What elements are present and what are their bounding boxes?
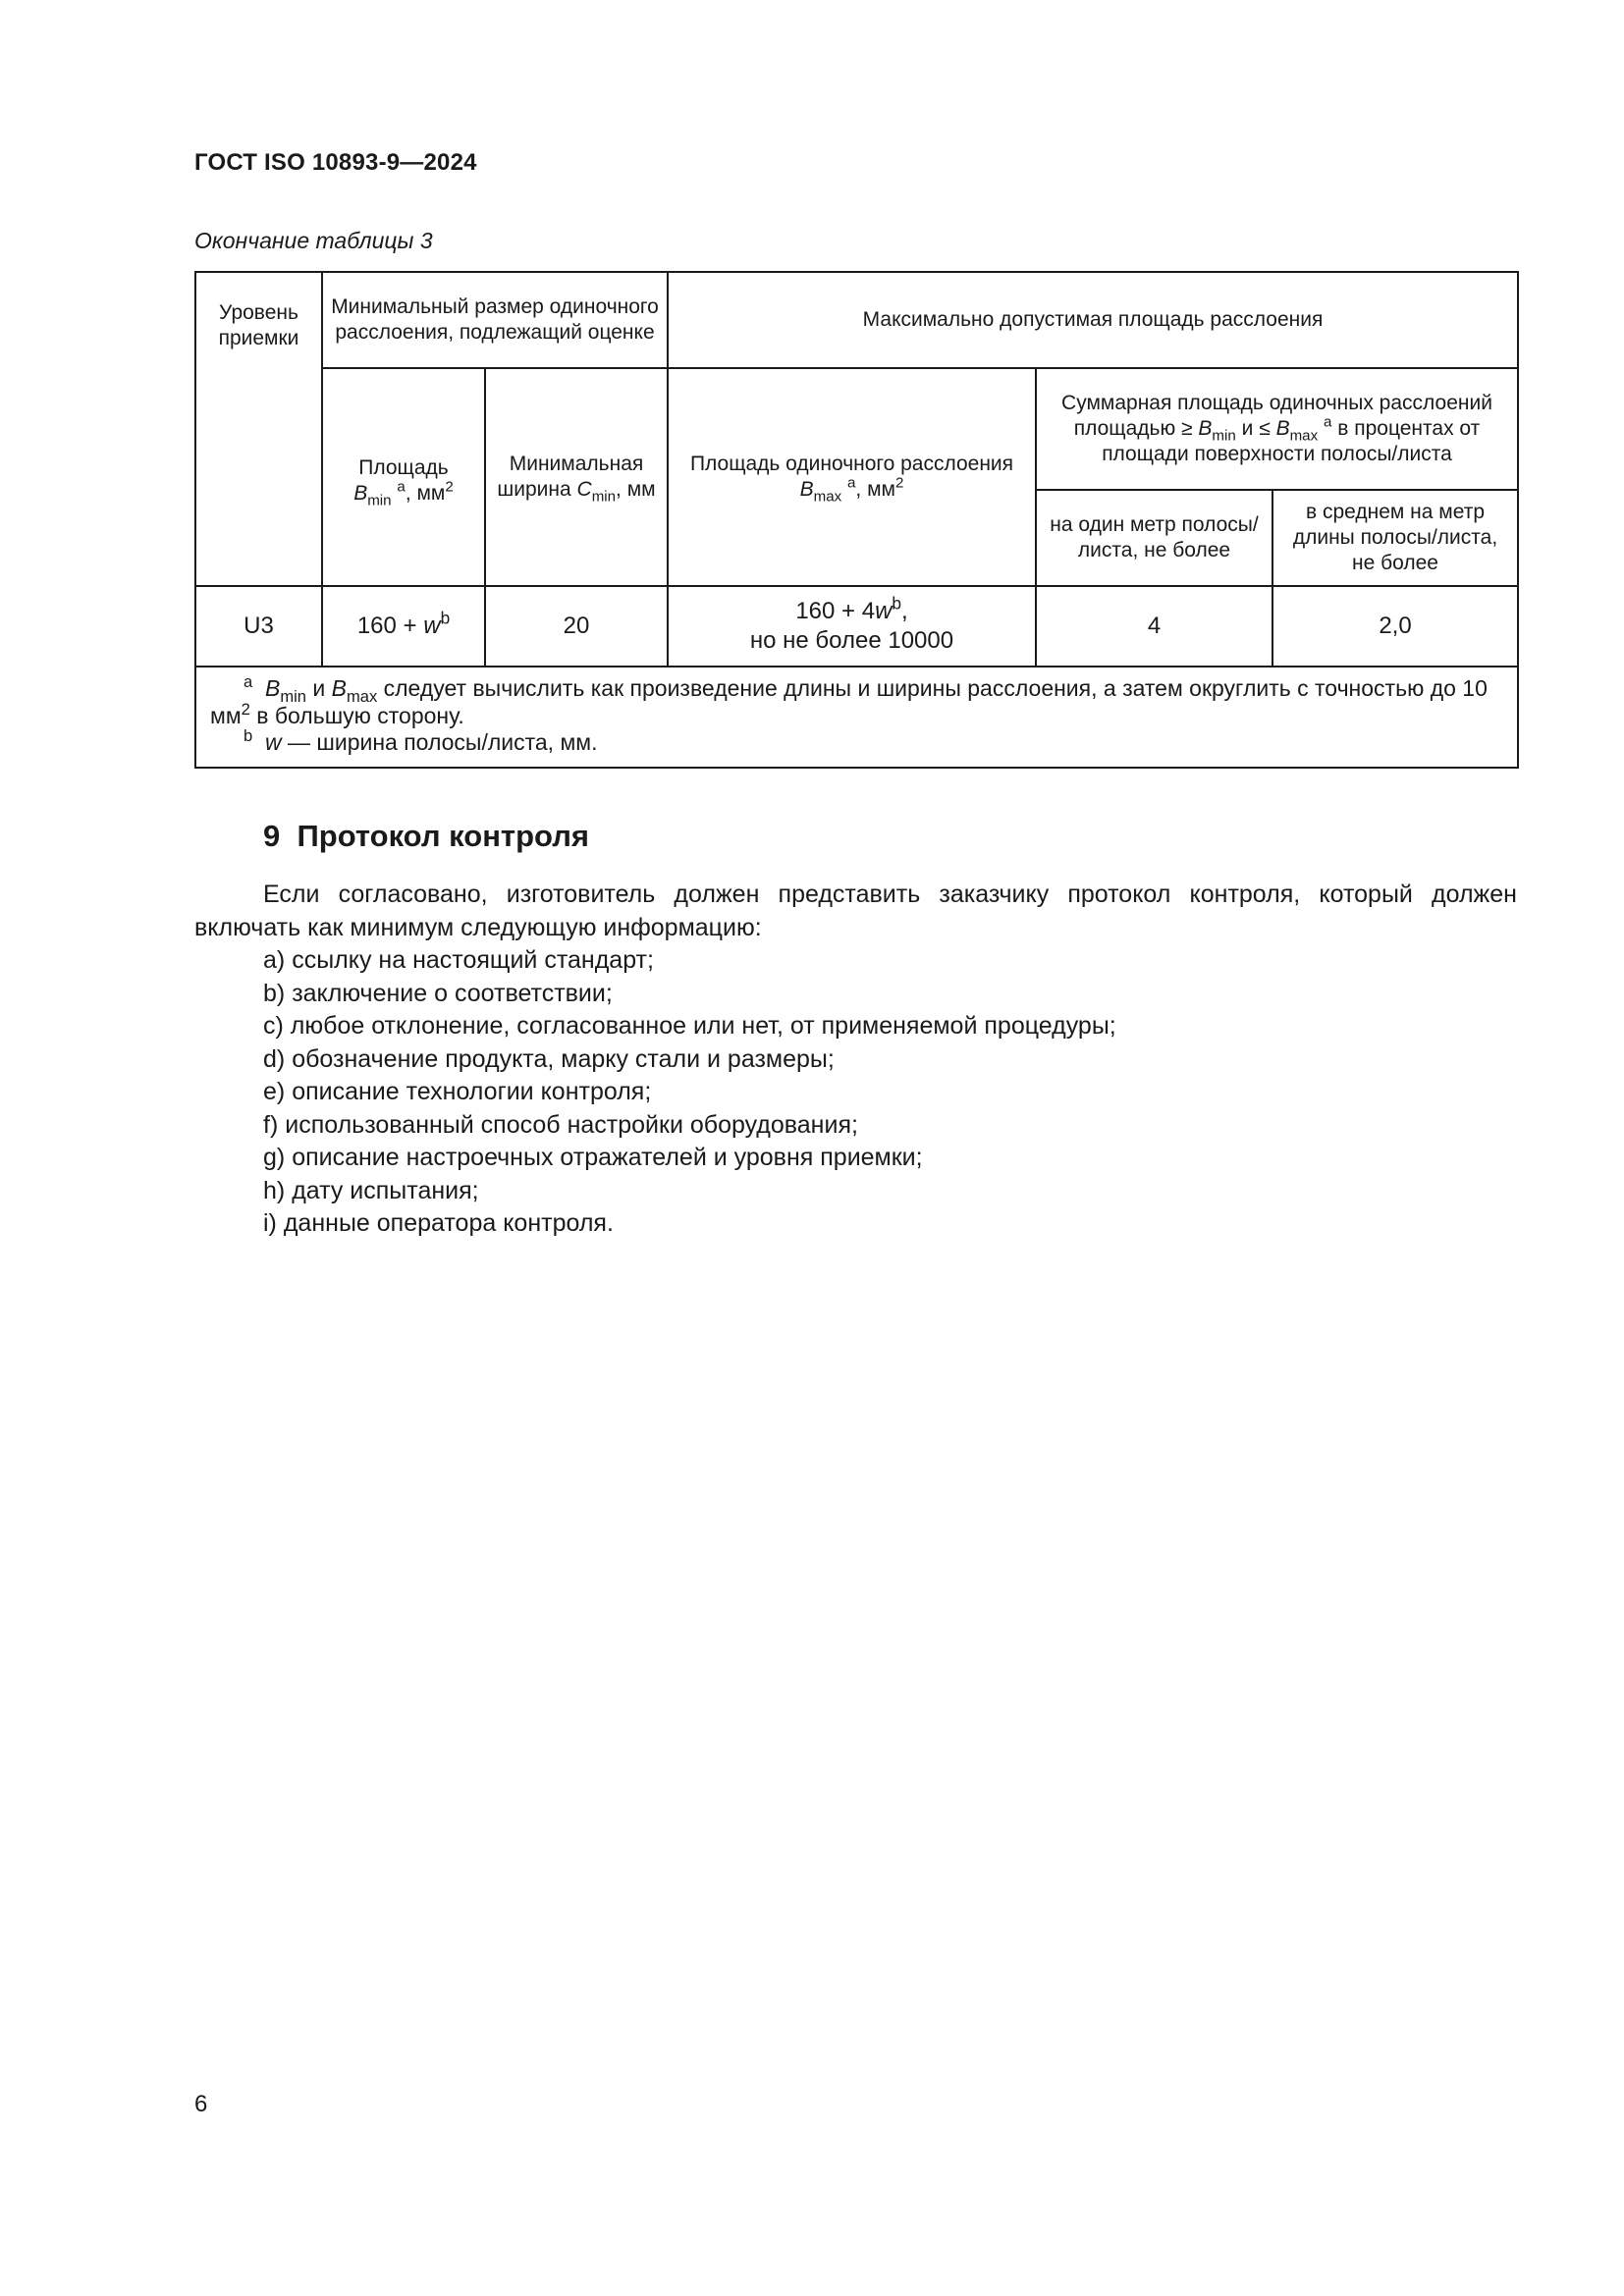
document-header: ГОСТ ISO 10893-9—2024 xyxy=(194,149,477,176)
header-sum-area: Суммарная площадь одиночных расслоений площадью ≥ $B_{min}$ $и \le B_{max}$ $^a$ в процентах от площади поверхности полосы/листа xyxy=(1036,368,1518,490)
list-item: e) описание технологии контроля; xyxy=(263,1078,652,1105)
table-notes xyxy=(195,667,1518,768)
header-min-width: Минимальная ширина $C_{min}$, мм xyxy=(485,368,668,586)
list-item: c) любое отклонение, согласованное или нет, от применяемой процедуры; xyxy=(263,1012,1116,1040)
list-item: d) обозначение продукта, марку стали и размеры; xyxy=(263,1044,835,1073)
list-item: h) дату испытания; xyxy=(263,1176,479,1204)
header-max-area-group: Максимально допустимая площадь расслоения xyxy=(668,272,1518,368)
section-heading xyxy=(263,819,589,854)
cell-per-meter: 4 xyxy=(1036,586,1272,667)
cell-min-width: 20 xyxy=(485,586,668,667)
header-area: Площадь $B_{min}$ $^a$, $мм^2$ xyxy=(322,368,485,586)
section-paragraph: Если согласовано, изготовитель должен представить заказчику протокол контроля, который должен включать как минимум следующую информацию: xyxy=(194,881,1517,941)
table-row xyxy=(195,586,1518,667)
table-caption: Окончание таблицы 3 xyxy=(194,228,433,253)
requirements-list xyxy=(263,944,1441,1241)
footnote-a: $^a$ $B_{min}$ и $B_{max}$ следует вычислить как произведение длины и ширины расслоения, а затем округлить с точностью до 10 $мм^2$ в большую сторону. xyxy=(210,671,1488,728)
list-item: b) заключение о соответствии; xyxy=(263,979,613,1007)
header-single-area: Площадь одиночного расслоения $B_{max}$ $^a$, $мм^2$ xyxy=(668,368,1036,586)
section-title: Протокол контроля xyxy=(297,819,589,853)
section-number: 9 xyxy=(263,819,281,853)
list-item: f) использованный способ настройки оборудования; xyxy=(263,1110,858,1139)
header-avg-meter: в среднем на метр длины полосы/листа, не более xyxy=(1272,490,1518,586)
cell-level: U3 xyxy=(195,586,322,667)
table-3 xyxy=(194,271,1519,769)
footnote-b: $^b$ w — ширина полосы/листа, мм. xyxy=(244,726,598,756)
header-level: Уровень приемки xyxy=(195,272,322,586)
list-item: a) ссылку на настоящий стандарт; xyxy=(263,946,654,974)
list-item: g) описание настроечных отражателей и уровня приемки; xyxy=(263,1144,923,1171)
header-min-size-group: Минимальный размер одиночного расслоения, подлежащий оценке xyxy=(322,272,668,368)
cell-area: $160 + w^b$ xyxy=(322,586,485,667)
page-number: 6 xyxy=(194,2091,208,2117)
cell-avg-meter: 2,0 xyxy=(1272,586,1518,667)
header-per-meter: на один метр полосы/листа, не более xyxy=(1036,490,1272,586)
list-item: i) данные оператора контроля. xyxy=(263,1209,614,1237)
cell-single-area: $160 + 4w^b$, но не более 10000 xyxy=(668,586,1036,667)
